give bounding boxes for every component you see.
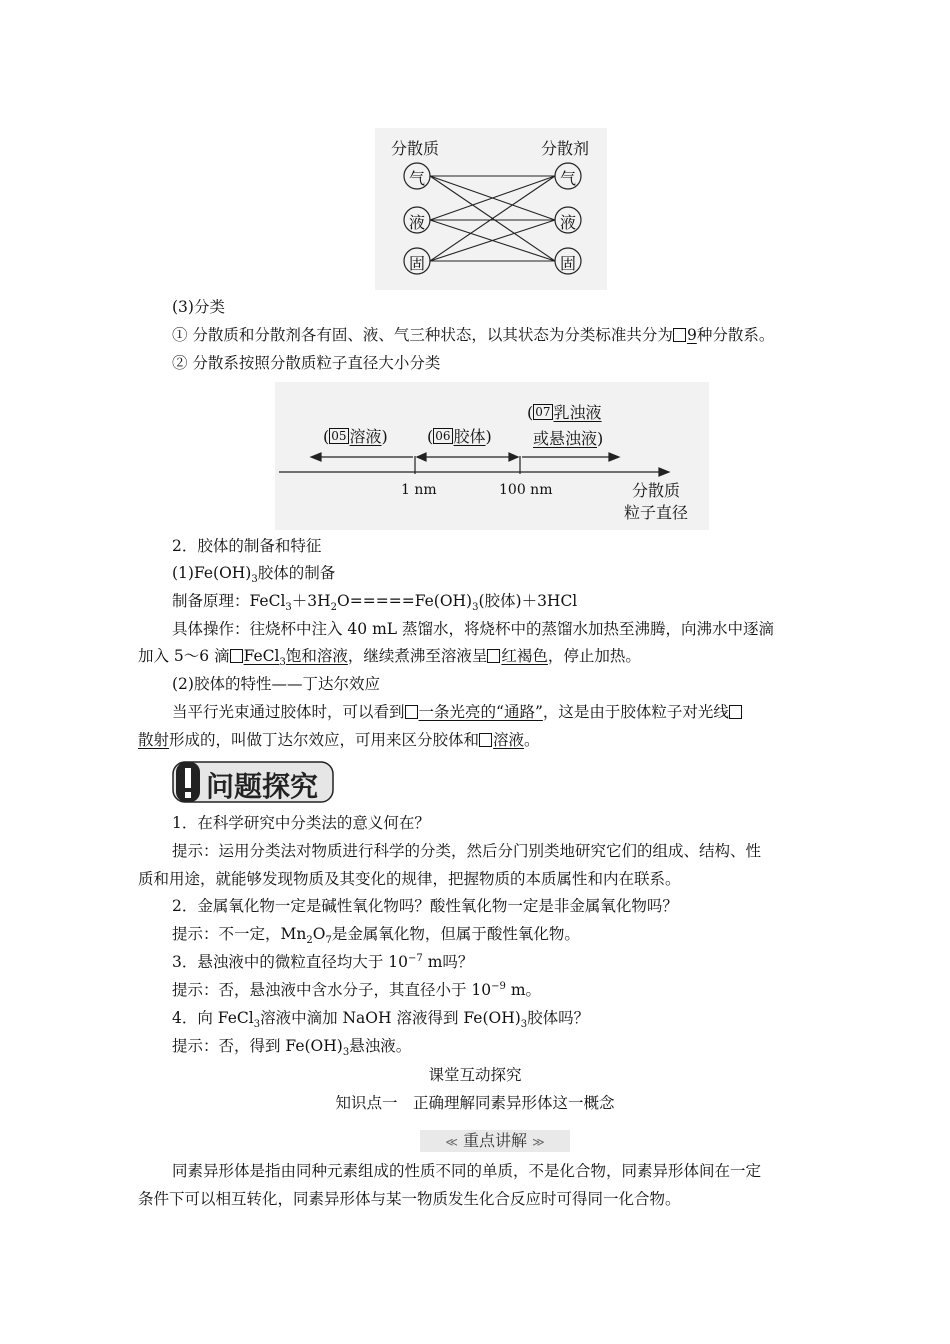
colloid-heading: 2．胶体的制备和特征 — [172, 537, 322, 555]
colloid-prep-heading: $(1)Fe(OH)_3$胶体的制备 — [172, 564, 336, 586]
dispersion-state-diagram — [375, 128, 607, 290]
state-solid-right: 固 — [560, 254, 577, 273]
question-2: 2．金属氧化物一定是碱性氧化物吗？酸性氧化物一定是非金属氧化物吗？ — [172, 897, 678, 915]
allotrope-para-line2: 条件下可以相互转化，同素异形体与某一物质发生化合反应时可得同一化合物。 — [138, 1190, 681, 1208]
tyndall-line2: 散射形成的，叫做丁达尔效应，可用来区分胶体和 溶液。 — [138, 731, 540, 749]
classroom-title: 课堂互动探究 — [428, 1066, 522, 1084]
prep-operation-line2: 加入 5～6 滴 FeCl$_3$饱和溶液，继续煮沸至溶液呈 红褐色，停止加热。 — [138, 647, 641, 669]
answer-4: 提示：否，得到 $Fe(OH)_3$悬浊液。 — [172, 1037, 412, 1059]
state-liquid-left: 液 — [409, 213, 426, 232]
classification-item-1: ① 分散质和分散剂各有固、液、气三种状态，以其状态为分类标准共分为 9种分散系。 — [172, 326, 775, 344]
question-1: 1．在科学研究中分类法的意义何在？ — [172, 814, 430, 832]
turbid-label: ( 07 乳浊液 — [527, 403, 602, 422]
solution-label: ( 05 溶液) — [323, 427, 388, 446]
question-3: 3．悬浊液中的微粒直径均大于 $10^{-7}$ m吗？ — [172, 952, 474, 971]
question-exploration-banner — [172, 760, 336, 804]
prep-operation-line1: 具体操作：往烧杯中注入 40 mL 蒸馏水，将烧杯中的蒸馏水加热至沸腾，向沸水中逐滴 — [172, 620, 774, 638]
axis-label-line1: 分散质 — [632, 481, 681, 500]
question-4: 4．向 FeCl$_3$溶液中滴加 NaOH 溶液得到 $Fe(OH)_3$胶体吗？ — [172, 1009, 590, 1031]
answer-3: 提示：否，悬浊液中含水分子，其直径小于 $10^{-9}$ m。 — [172, 980, 542, 999]
state-liquid-right: 液 — [560, 213, 577, 232]
dispersion-medium-title: 分散剂 — [541, 139, 590, 158]
chevron-right-icon: ≫ — [532, 1135, 545, 1149]
tick-100nm: 100 nm — [499, 482, 553, 498]
classification-heading: (3)分类 — [172, 298, 225, 316]
tick-1nm: 1 nm — [401, 482, 437, 498]
state-gas-left: 气 — [409, 169, 426, 188]
tyndall-heading: (2)胶体的特性——丁达尔效应 — [172, 675, 380, 693]
axis-label-line2: 粒子直径 — [624, 503, 689, 522]
prep-principle: 制备原理：$FeCl_3+3H_2O=====Fe(OH)_3$(胶体)＋3HCl — [172, 592, 578, 614]
classification-item-2: ② 分散系按照分散质粒子直径大小分类 — [172, 354, 441, 372]
key-explanation-label: ≪ 重点讲解 ≫ — [420, 1130, 570, 1152]
state-gas-right: 气 — [560, 169, 577, 188]
allotrope-para-line1: 同素异形体是指由同种元素组成的性质不同的单质，不是化合物，同素异形体间在一定 — [172, 1162, 762, 1180]
answer-2: 提示：不一定，$Mn_2O_7$是金属氧化物，但属于酸性氧化物。 — [172, 925, 580, 947]
knowledge-point-title: 知识点一 正确理解同素异形体这一概念 — [335, 1094, 615, 1112]
tyndall-line1: 当平行光束通过胶体时，可以看到 一条光亮的“通路”，这是由于胶体粒子对光线 — [172, 701, 743, 723]
particle-size-diagram — [275, 382, 709, 530]
state-solid-left: 固 — [409, 254, 426, 273]
banner-title: 问题探究 — [206, 770, 319, 803]
chevron-left-icon: ≪ — [445, 1135, 458, 1149]
answer-1-line2: 质和用途，就能够发现物质及其变化的规律，把握物质的本质属性和内在联系。 — [138, 870, 681, 888]
turbid-label-line2: 或悬浊液) — [533, 429, 604, 448]
colloid-label: ( 06 胶体) — [427, 427, 492, 446]
answer-1-line1: 提示：运用分类法对物质进行科学的分类，然后分门别类地研究它们的组成、结构、性 — [172, 842, 762, 860]
dispersed-phase-title: 分散质 — [391, 139, 440, 158]
